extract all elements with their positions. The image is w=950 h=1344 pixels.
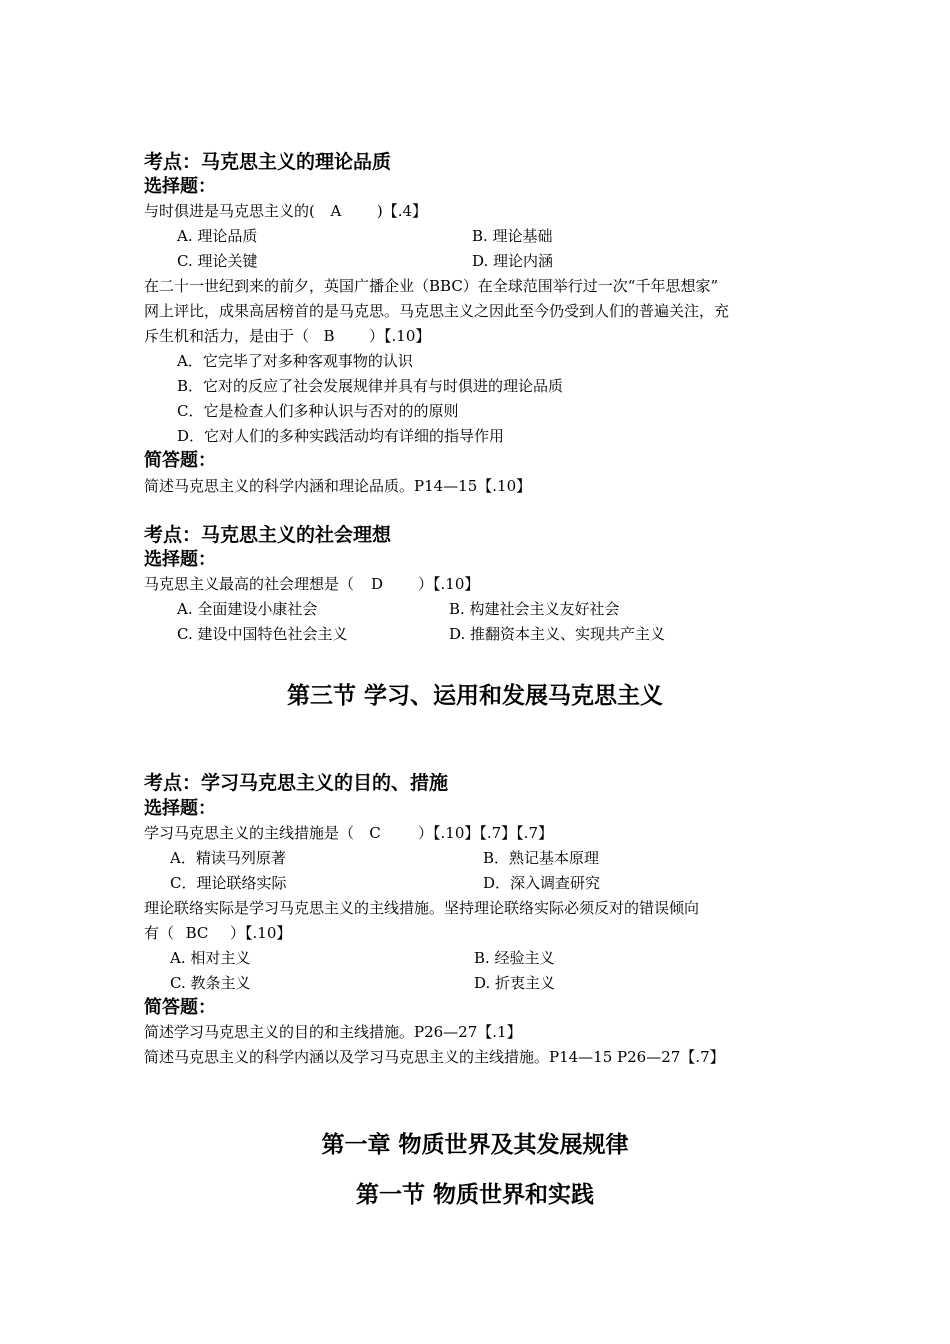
option-c: C. 建设中国特色社会主义 [177,625,348,643]
option-a: A．精读马列原著 [170,849,286,867]
question-text: 在二十一世纪到来的前夕，英国广播企业（BBC）在全球范围举行过一次“千年思想家” [144,277,719,295]
option-c: C. 理论关键 [177,252,258,270]
option-d: D．深入调查研究 [483,874,601,892]
topic-heading: 考点：马克思主义的理论品质 [144,151,392,173]
question-text: 有（ BC ）【.10】 [144,924,292,942]
topic-heading: 考点：马克思主义的社会理想 [144,524,392,546]
answer-mark: BC [185,924,209,942]
short-answer-question: 简述马克思主义的科学内涵以及学习马克思主义的主线措施。P14—15 P26—27【.7】 [144,1048,725,1066]
option-a: A. 全面建设小康社会 [177,600,318,618]
option-a: A. 相对主义 [170,949,251,967]
option-d: D．它对人们的多种实践活动均有详细的指导作用 [177,427,505,445]
short-answer-question: 简述学习马克思主义的目的和主线措施。P26—27【.1】 [144,1023,522,1041]
option-d: D. 推翻资本主义、实现共产主义 [449,625,666,643]
answer-mark: B [323,327,335,345]
question-text: 与时俱进是马克思主义的( A )【.4】 [144,202,428,220]
question-text: 网上评比，成果高居榜首的是马克思。马克思主义之因此至今仍受到人们的普遍关注，充 [144,302,730,320]
chapter-title: 第一章 物质世界及其发展规律 [321,1131,629,1158]
question-text: 马克思主义最高的社会理想是（ D ）【.10】 [144,575,480,593]
answer-mark: D [371,575,384,593]
option-a: A. 理论品质 [177,227,258,245]
topic-heading: 考点：学习马克思主义的目的、措施 [144,772,449,794]
option-c: C. 教条主义 [170,974,251,992]
option-b: B. 构建社会主义友好社会 [449,600,620,618]
option-c: C．它是检查人们多种认识与否对的的原则 [177,402,459,420]
short-answer-label: 简答题： [144,997,216,1018]
question-text: 理论联络实际是学习马克思主义的主线措施。坚持理论联络实际必须反对的错误倾向 [144,899,700,917]
short-answer-label: 简答题： [144,450,216,471]
option-d: D. 折衷主义 [474,974,556,992]
option-b: B．熟记基本原理 [483,849,600,867]
short-answer-question: 简述马克思主义的科学内涵和理论品质。P14—15【.10】 [144,477,532,495]
answer-mark: A [330,202,342,220]
choice-label: 选择题： [144,798,216,819]
question-text: 学习马克思主义的主线措施是（ C ）【.10】【.7】【.7】 [144,824,553,842]
answer-mark: C [369,824,381,842]
choice-label: 选择题： [144,176,216,197]
option-b: B. 经验主义 [474,949,555,967]
choice-label: 选择题： [144,549,216,570]
option-d: D. 理论内涵 [472,252,554,270]
option-c: C．理论联络实际 [170,874,287,892]
option-b: B. 理论基础 [472,227,553,245]
option-b: B．它对的反应了社会发展规律并具有与时俱进的理论品质 [177,377,564,395]
option-a: A．它完毕了对多种客观事物的认识 [177,352,413,370]
question-text: 斥生机和活力，是由于（ B ）【.10】 [144,327,431,345]
section-title: 第三节 学习、运用和发展马克思主义 [286,682,663,709]
section-title: 第一节 物质世界和实践 [355,1181,594,1208]
